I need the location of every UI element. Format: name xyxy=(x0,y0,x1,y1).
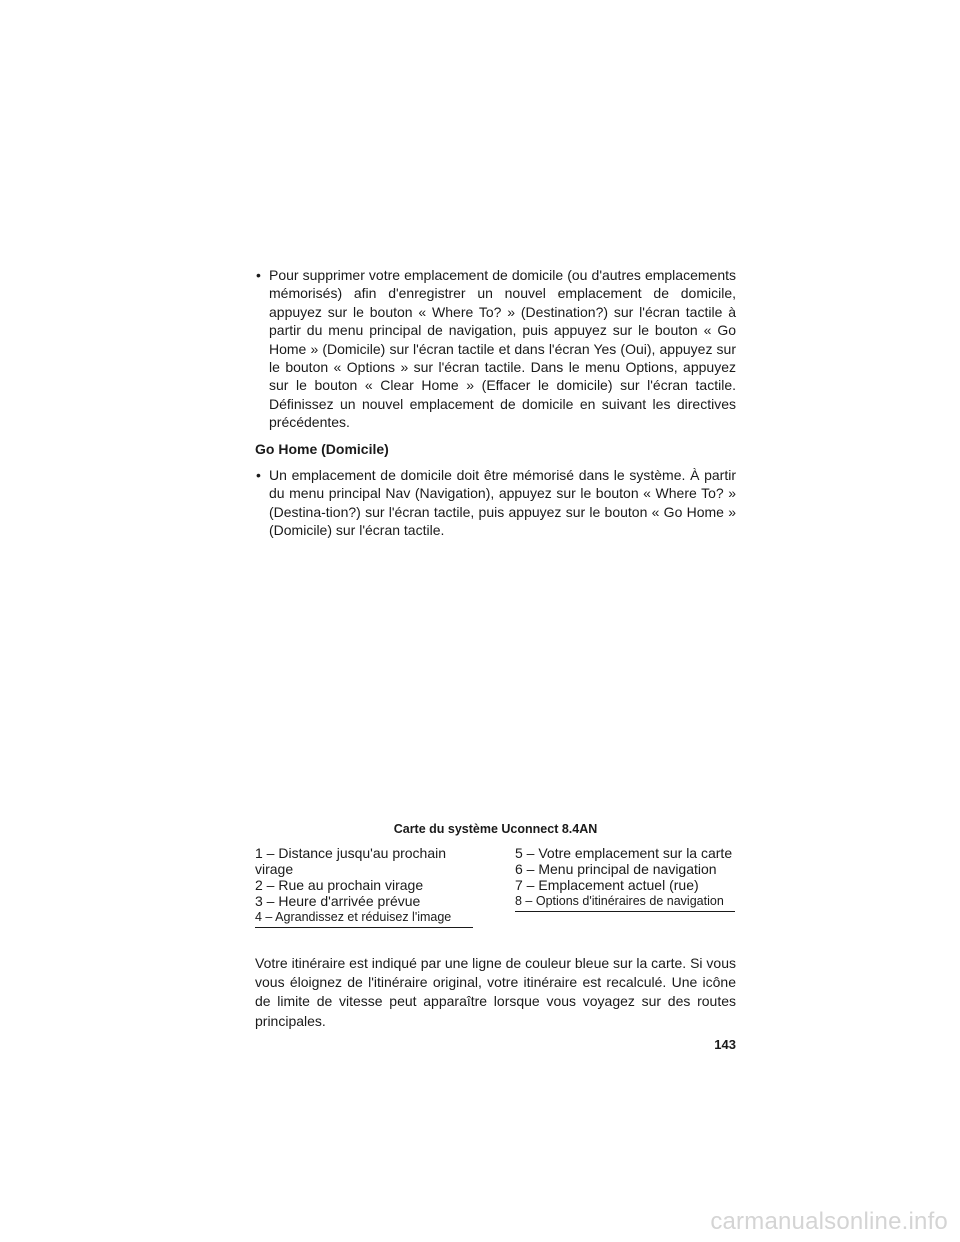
legend-item-5: 5 – Votre emplacement sur la carte xyxy=(515,845,733,861)
legend-right-column xyxy=(515,845,735,912)
legend-item-6: 6 – Menu principal de navigation xyxy=(515,861,717,877)
legend-item-4: 4 – Agrandissez et réduisez l'image xyxy=(255,910,452,924)
figure-caption: Carte du système Uconnect 8.4AN xyxy=(393,822,598,836)
bullet-text-clear-home: Pour supprimer votre emplacement de domicile (ou d'autres emplacements mémorisés) afin d'enregistrer un nouvel emplacement de domicile, appuyez sur le bouton « Where To? » (Destination?) sur l'écran tactile à partir du menu principal de navigation, puis appuyez sur le bouton « Go Home » (Domicile) sur l'écran tactile et dans l'écran Yes (Oui), appuyez sur le bouton « Options » sur l'écran tactile. Dans le menu Options, appuyez sur le bouton « Clear Home » (Effacer le domicile) sur l'écran tactile. Définissez un nouvel emplacement de domicile en suivant les directives précédentes. xyxy=(269,267,736,431)
body-paragraph: Votre itinéraire est indiqué par une ligne de couleur bleue sur la carte. Si vous vous éloignez de l'itinéraire original, votre itinéraire est recalculé. Une icône de limite de vitesse peut apparaître lorsque vous voyagez sur des routes principales. xyxy=(255,955,736,1029)
legend-item-3: 3 – Heure d'arrivée prévue xyxy=(255,893,421,909)
legend-item-2: 2 – Rue au prochain virage xyxy=(255,877,424,893)
bullet-dot: • xyxy=(256,467,261,484)
legend-item-7: 7 – Emplacement actuel (rue) xyxy=(515,877,699,893)
legend-item-8: 8 – Options d'itinéraires de navigation xyxy=(515,894,724,908)
page-number: 143 xyxy=(714,1037,736,1052)
bullet-dot: • xyxy=(256,267,261,283)
legend-divider xyxy=(515,911,735,912)
section-heading-go-home: Go Home (Domicile) xyxy=(255,440,389,457)
bullet-text-go-home: Un emplacement de domicile doit être mémorisé dans le système. À partir du menu principal Nav (Navigation), appuyez sur le bouton « Where To? » (Destina-tion?) sur l'écran tactile, puis appuyez sur le bouton « Go Home » (Domicile) sur l'écran tactile. xyxy=(269,467,736,539)
legend-item-1: 1 – Distance jusqu'au prochain virage xyxy=(255,845,447,877)
main-content xyxy=(255,266,736,540)
bullet-item xyxy=(255,266,736,432)
legend-divider xyxy=(255,927,473,928)
bullet-item xyxy=(255,466,736,540)
legend-left-column xyxy=(255,845,473,928)
watermark: carmanualsonline.info xyxy=(710,1208,948,1235)
